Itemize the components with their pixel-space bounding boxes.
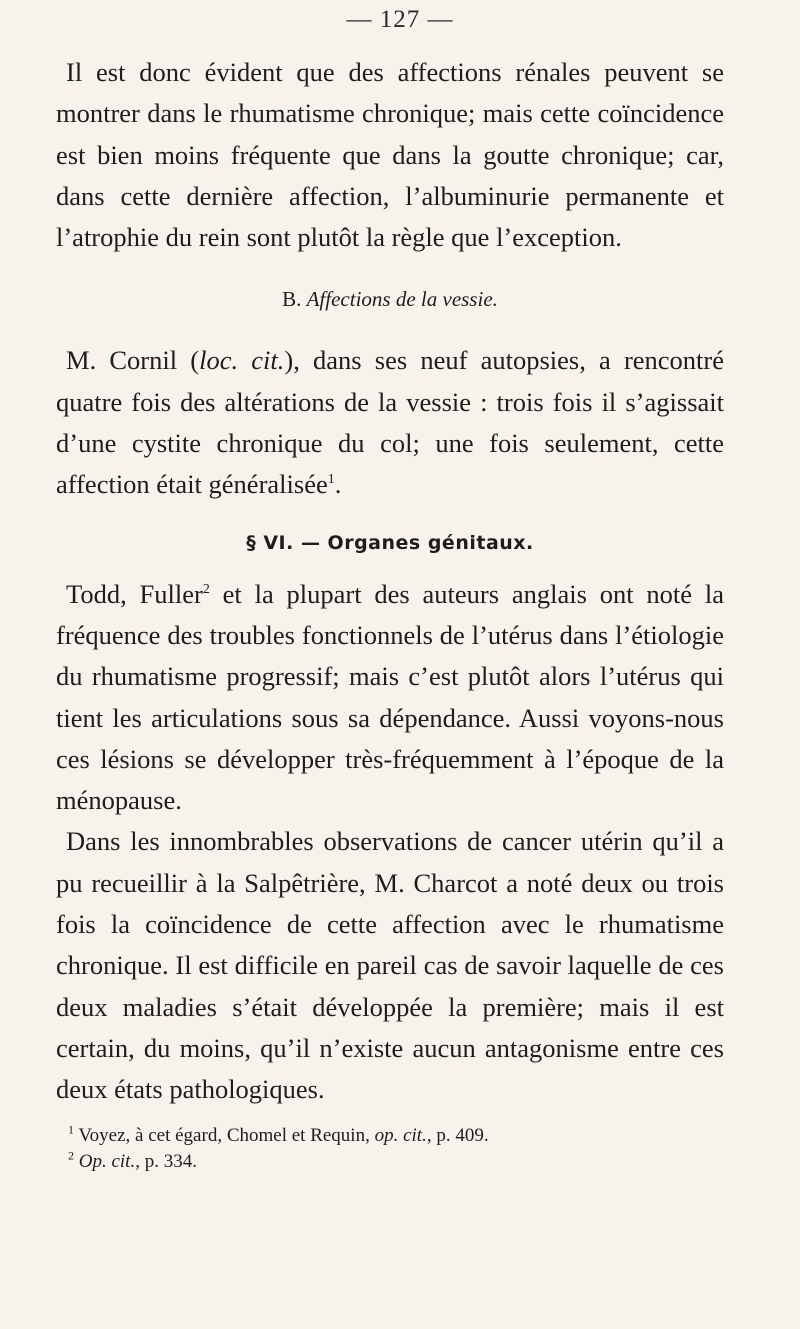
paragraph-uterus [56, 574, 724, 822]
footnote-ref-2: 2 [202, 581, 210, 597]
footnote-1-citation: op. cit. [374, 1124, 427, 1146]
paragraph-cancer: Dans les innombrables observations de cancer utérin qu’il a pu recueillir à la Salpêtrière, M. Charcot a noté deux ou trois fois la coïncidence de cette affection avec le rhumatisme chronique. Il est difficile en pareil cas de savoir laquelle de ces deux maladies s’était développée la première; mais il est certain, du moins, qu’il n’existe aucun antagonisme entre ces deux états pathologiques. [56, 826, 724, 1105]
footnote-1 [56, 1123, 724, 1149]
subsection-heading [56, 284, 724, 314]
subsection-title: Affections de la vessie. [306, 287, 498, 312]
footnote-2-mark: 2 [68, 1148, 74, 1163]
footnote-1-mark: 1 [68, 1122, 74, 1137]
paragraph-bladder [56, 340, 724, 505]
footnote-1-page: , p. 409. [426, 1124, 489, 1146]
page-number-header: — 127 — [346, 6, 454, 33]
paragraph-bladder-start: M. Cornil ( [66, 345, 200, 376]
footnote-2 [56, 1149, 724, 1175]
footnote-ref-1: 1 [327, 472, 335, 488]
paragraph-bladder-body: ), dans ses neuf autopsies, a rencontré quatre fois des altérations de la vessie : trois fois il s’agissait d’une cystite chronique du col; une fois seulement, cette affection était généralisée [56, 345, 724, 500]
subsection-letter: B. [282, 287, 302, 312]
paragraph-renal: Il est donc évident que des affections rénales peuvent se montrer dans le rhumatisme chronique; mais cette coïncidence est bien moins fréquente que dans la goutte chronique; car, dans cette dernière affection, l’albuminurie permanente et l’atrophie du rein sont plutôt la règle que l’exception. [56, 57, 724, 253]
body-text [56, 52, 724, 1175]
footnote-2-page: , p. 334. [135, 1150, 197, 1172]
citation-loc-cit: loc. cit. [199, 345, 285, 376]
paragraph-bladder-end: . [334, 469, 342, 500]
section-heading: § VI. — Organes génitaux. [246, 531, 534, 554]
footnotes [56, 1123, 724, 1175]
paragraph-uterus-start: Todd, Fuller [66, 578, 203, 609]
footnote-1-text: Voyez, à cet égard, Chomel et Requin, [74, 1124, 375, 1146]
footnote-2-citation: Op. cit. [78, 1150, 136, 1172]
paragraph-uterus-body: et la plupart des auteurs anglais ont noté la fréquence des troubles fonctionnels de l’utérus dans l’étiologie du rhumatisme progressif; mais c’est plutôt alors l’utérus qui tient les articulations sous sa dépendance. Aussi voyons-nous ces lésions se développer très-fréquemment à l’époque de la ménopause. [56, 578, 724, 816]
